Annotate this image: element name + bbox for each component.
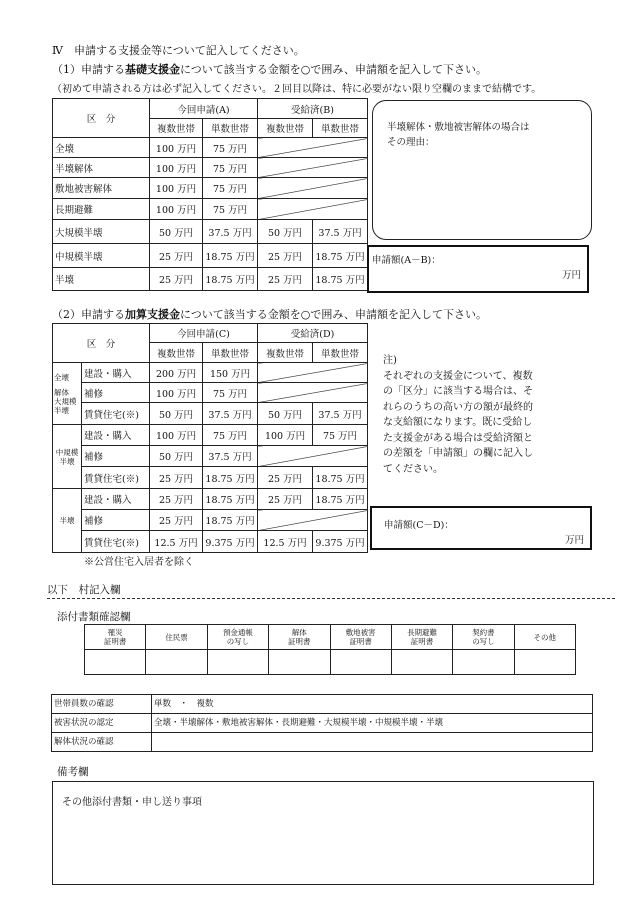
note-line: の「区分」に該当する場合は、そ bbox=[383, 386, 533, 397]
note-line: の差額を「申請額」の欄に記入し bbox=[383, 448, 533, 459]
doc-header: 住民票 bbox=[146, 625, 207, 650]
amount-option[interactable]: 50 万円 bbox=[258, 220, 313, 244]
amount-option[interactable]: 18.75 万円 bbox=[203, 467, 258, 489]
doc-check-cell[interactable] bbox=[330, 650, 391, 675]
received-header: 受給済(D) bbox=[258, 324, 368, 343]
note-line: な支給額になります。既に受給し bbox=[383, 417, 533, 428]
table-row bbox=[53, 403, 368, 425]
note-block bbox=[383, 353, 533, 477]
doc-check-cell[interactable] bbox=[269, 650, 330, 675]
multi-header: 複数世帯 bbox=[150, 343, 203, 363]
multi-header: 複数世帯 bbox=[258, 343, 313, 363]
doc-check-table bbox=[84, 624, 576, 675]
amount-option[interactable]: 9.375 万円 bbox=[313, 531, 368, 553]
amount-cd-box[interactable] bbox=[370, 506, 592, 550]
amount-cd-label: 申請額(C－D)： bbox=[384, 520, 454, 531]
group-label-medium-half: 中規模 半壊 bbox=[53, 425, 82, 489]
doc-header: 敷地被害 証明書 bbox=[330, 625, 391, 650]
amount-option[interactable]: 18.75 万円 bbox=[313, 244, 368, 268]
additional-intro bbox=[52, 306, 487, 322]
row-label: 敷地被害解体 bbox=[53, 178, 150, 199]
row-label: 半壊解体 bbox=[53, 158, 150, 178]
table-row bbox=[53, 467, 368, 489]
amount-option[interactable]: 25 万円 bbox=[258, 467, 313, 489]
household-label: 世帯員数の確認 bbox=[52, 695, 152, 714]
current-header: 今回申請(C) bbox=[150, 324, 258, 343]
demolition-label: 解体状況の確認 bbox=[52, 733, 152, 752]
amount-option[interactable]: 100 万円 bbox=[150, 383, 203, 403]
village-title: 以下 村記入欄 bbox=[47, 584, 121, 596]
remarks-box[interactable] bbox=[52, 781, 594, 885]
amount-option[interactable]: 25 万円 bbox=[258, 268, 313, 291]
row-label: 賃貸住宅(※) bbox=[82, 467, 150, 489]
table-row bbox=[53, 363, 368, 383]
reason-line1: 半壊解体・敷地被害解体の場合は bbox=[387, 122, 530, 133]
amount-option[interactable]: 50 万円 bbox=[150, 403, 203, 425]
amount-option[interactable]: 75 万円 bbox=[203, 199, 258, 220]
basic-intro-bold: 基礎支援金 bbox=[125, 63, 180, 76]
amount-option[interactable]: 75 万円 bbox=[203, 158, 258, 178]
doc-check-cell[interactable] bbox=[453, 650, 514, 675]
amount-option[interactable]: 25 万円 bbox=[258, 489, 313, 510]
table-row bbox=[53, 138, 368, 158]
doc-check-cell[interactable] bbox=[514, 650, 575, 675]
row-label: 補修 bbox=[82, 510, 150, 531]
table-row bbox=[53, 178, 368, 199]
additional-intro-a: （2）申請する bbox=[52, 308, 125, 321]
amount-option[interactable]: 100 万円 bbox=[150, 178, 203, 199]
amount-option[interactable]: 200 万円 bbox=[150, 363, 203, 383]
doc-header: 長期避難 証明書 bbox=[391, 625, 452, 650]
amount-option[interactable]: 50 万円 bbox=[150, 446, 203, 467]
empty-cell bbox=[258, 446, 368, 467]
doc-header: 預金通帳 の写し bbox=[207, 625, 268, 650]
single-header: 単数世帯 bbox=[313, 343, 368, 363]
doc-check-cell[interactable] bbox=[85, 650, 146, 675]
amount-option[interactable]: 37.5 万円 bbox=[203, 403, 258, 425]
note-line: それぞれの支援金について、複数 bbox=[383, 370, 533, 382]
amount-option[interactable]: 25 万円 bbox=[150, 244, 203, 268]
doc-check-title: 添付書類確認欄 bbox=[57, 611, 131, 623]
amount-option[interactable]: 100 万円 bbox=[258, 425, 313, 446]
amount-option[interactable]: 100 万円 bbox=[150, 425, 203, 446]
table-row bbox=[53, 220, 368, 244]
amount-option[interactable]: 18.75 万円 bbox=[203, 244, 258, 268]
amount-option[interactable]: 75 万円 bbox=[203, 178, 258, 199]
amount-option[interactable]: 37.5 万円 bbox=[313, 403, 368, 425]
single-header: 単数世帯 bbox=[313, 119, 368, 138]
amount-option[interactable]: 18.75 万円 bbox=[313, 268, 368, 291]
additional-intro-b: について該当する金額を○で囲み、申請額を記入して下さい。 bbox=[180, 308, 488, 321]
doc-header: その他 bbox=[514, 625, 575, 650]
demolition-value[interactable] bbox=[152, 733, 593, 752]
row-label: 建設・購入 bbox=[82, 489, 150, 510]
table-row bbox=[53, 244, 368, 268]
empty-cell bbox=[258, 158, 368, 178]
amount-option[interactable]: 25 万円 bbox=[150, 268, 203, 291]
row-label: 建設・購入 bbox=[82, 363, 150, 383]
amount-option[interactable]: 12.5 万円 bbox=[150, 531, 203, 553]
received-header: 受給済(B) bbox=[258, 99, 368, 119]
table-row bbox=[53, 158, 368, 178]
basic-intro-b: について該当する金額を○で囲み、申請額を記入して下さい。 bbox=[180, 63, 488, 76]
reason-line2: その理由： bbox=[387, 137, 435, 148]
note-title: 注) bbox=[383, 355, 397, 366]
category-header: 区 分 bbox=[53, 324, 150, 363]
amount-option[interactable]: 18.75 万円 bbox=[203, 489, 258, 510]
amount-option[interactable]: 25 万円 bbox=[258, 244, 313, 268]
basic-note: （初めて申請される方は必ず記入してください。２回目以降は、特に必要がない限り空欄のままで結構です。 bbox=[52, 84, 542, 95]
row-label: 全壊 bbox=[53, 138, 150, 158]
amount-option[interactable]: 75 万円 bbox=[203, 425, 258, 446]
amount-option[interactable]: 18.75 万円 bbox=[313, 489, 368, 510]
table-row bbox=[53, 268, 368, 291]
empty-cell bbox=[258, 178, 368, 199]
amount-option[interactable]: 9.375 万円 bbox=[203, 531, 258, 553]
amount-option[interactable]: 75 万円 bbox=[203, 138, 258, 158]
note-line: れらのうちの高い方の額が最終的 bbox=[383, 401, 533, 413]
single-header: 単数世帯 bbox=[203, 119, 258, 138]
additional-support-table bbox=[52, 323, 368, 553]
table-row bbox=[53, 425, 368, 446]
amount-option[interactable]: 37.5 万円 bbox=[203, 220, 258, 244]
row-label: 大規模半壊 bbox=[53, 220, 150, 244]
household-value[interactable]: 単数 ・ 複数 bbox=[152, 695, 593, 714]
amount-option[interactable]: 25 万円 bbox=[150, 510, 203, 531]
amount-cd-unit: 万円 bbox=[564, 535, 584, 546]
amount-option[interactable]: 50 万円 bbox=[258, 403, 313, 425]
amount-ab-unit: 万円 bbox=[561, 270, 581, 281]
doc-check-cell[interactable] bbox=[207, 650, 268, 675]
amount-option[interactable]: 150 万円 bbox=[203, 363, 258, 383]
empty-cell bbox=[258, 383, 368, 403]
damage-value[interactable]: 全壊・半壊解体・敷地被害解体・長期避難・大規模半壊・中規模半壊・半壊 bbox=[152, 714, 593, 733]
empty-cell bbox=[258, 199, 368, 220]
single-header: 単数世帯 bbox=[203, 343, 258, 363]
basic-intro bbox=[52, 61, 487, 77]
amount-option[interactable]: 37.5 万円 bbox=[203, 446, 258, 467]
empty-cell bbox=[258, 363, 368, 383]
amount-option[interactable]: 75 万円 bbox=[313, 425, 368, 446]
row-label: 長期避難 bbox=[53, 199, 150, 220]
doc-header: 解体 証明書 bbox=[269, 625, 330, 650]
empty-cell bbox=[258, 510, 368, 531]
dashed-divider bbox=[47, 598, 615, 599]
amount-option[interactable]: 100 万円 bbox=[150, 158, 203, 178]
empty-cell bbox=[258, 138, 368, 158]
table-row bbox=[53, 510, 368, 531]
amount-option[interactable]: 18.75 万円 bbox=[203, 268, 258, 291]
doc-header: 契約書 の写し bbox=[453, 625, 514, 650]
table-row bbox=[53, 446, 368, 467]
table-row bbox=[53, 199, 368, 220]
row-label: 補修 bbox=[82, 383, 150, 403]
remarks-title: 備考欄 bbox=[57, 766, 89, 778]
remarks-content: その他添付書類・申し送り事項 bbox=[62, 797, 202, 808]
amount-option[interactable]: 75 万円 bbox=[203, 383, 258, 403]
row-label: 賃貸住宅(※) bbox=[82, 403, 150, 425]
doc-header: 罹災 証明書 bbox=[85, 625, 146, 650]
footnote: ※公営住宅入居者を除く bbox=[84, 557, 194, 568]
section-title: Ⅳ 申請する支援金等について記入してください。 bbox=[52, 44, 305, 57]
doc-check-cell[interactable] bbox=[146, 650, 207, 675]
amount-option[interactable]: 18.75 万円 bbox=[203, 510, 258, 531]
multi-header: 複数世帯 bbox=[150, 119, 203, 138]
row-label: 補修 bbox=[82, 446, 150, 467]
group-label-half: 半壊 bbox=[53, 489, 82, 553]
damage-label: 被害状況の認定 bbox=[52, 714, 152, 733]
note-line: た支援金がある場合は受給済額と bbox=[383, 432, 533, 444]
category-header: 区 分 bbox=[53, 99, 150, 138]
group-label-full-destruction: 全壊 解体 大規模 半壊 bbox=[53, 363, 82, 425]
amount-option[interactable]: 18.75 万円 bbox=[313, 467, 368, 489]
note-line: てください。 bbox=[383, 463, 443, 475]
table-row bbox=[53, 383, 368, 403]
additional-intro-bold: 加算支援金 bbox=[125, 308, 180, 321]
multi-header: 複数世帯 bbox=[258, 119, 313, 138]
table-row bbox=[53, 489, 368, 510]
basic-support-table bbox=[52, 98, 368, 291]
amount-option[interactable]: 37.5 万円 bbox=[313, 220, 368, 244]
basic-intro-a: （1）申請する bbox=[52, 63, 125, 76]
table-row bbox=[53, 531, 368, 553]
doc-check-cell[interactable] bbox=[391, 650, 452, 675]
amount-ab-label: 申請額(A－B)： bbox=[372, 255, 441, 266]
amount-option[interactable]: 100 万円 bbox=[150, 199, 203, 220]
current-header: 今回申請(A) bbox=[150, 99, 258, 119]
amount-option[interactable]: 12.5 万円 bbox=[258, 531, 313, 553]
row-label: 賃貸住宅(※) bbox=[82, 531, 150, 553]
amount-option[interactable]: 50 万円 bbox=[150, 220, 203, 244]
row-label: 半壊 bbox=[53, 268, 150, 291]
amount-ab-box[interactable] bbox=[367, 245, 589, 293]
row-label: 建設・購入 bbox=[82, 425, 150, 446]
amount-option[interactable]: 100 万円 bbox=[150, 138, 203, 158]
reason-box[interactable] bbox=[372, 100, 592, 240]
confirmation-table bbox=[51, 694, 593, 752]
amount-option[interactable]: 25 万円 bbox=[150, 467, 203, 489]
row-label: 中規模半壊 bbox=[53, 244, 150, 268]
amount-option[interactable]: 25 万円 bbox=[150, 489, 203, 510]
